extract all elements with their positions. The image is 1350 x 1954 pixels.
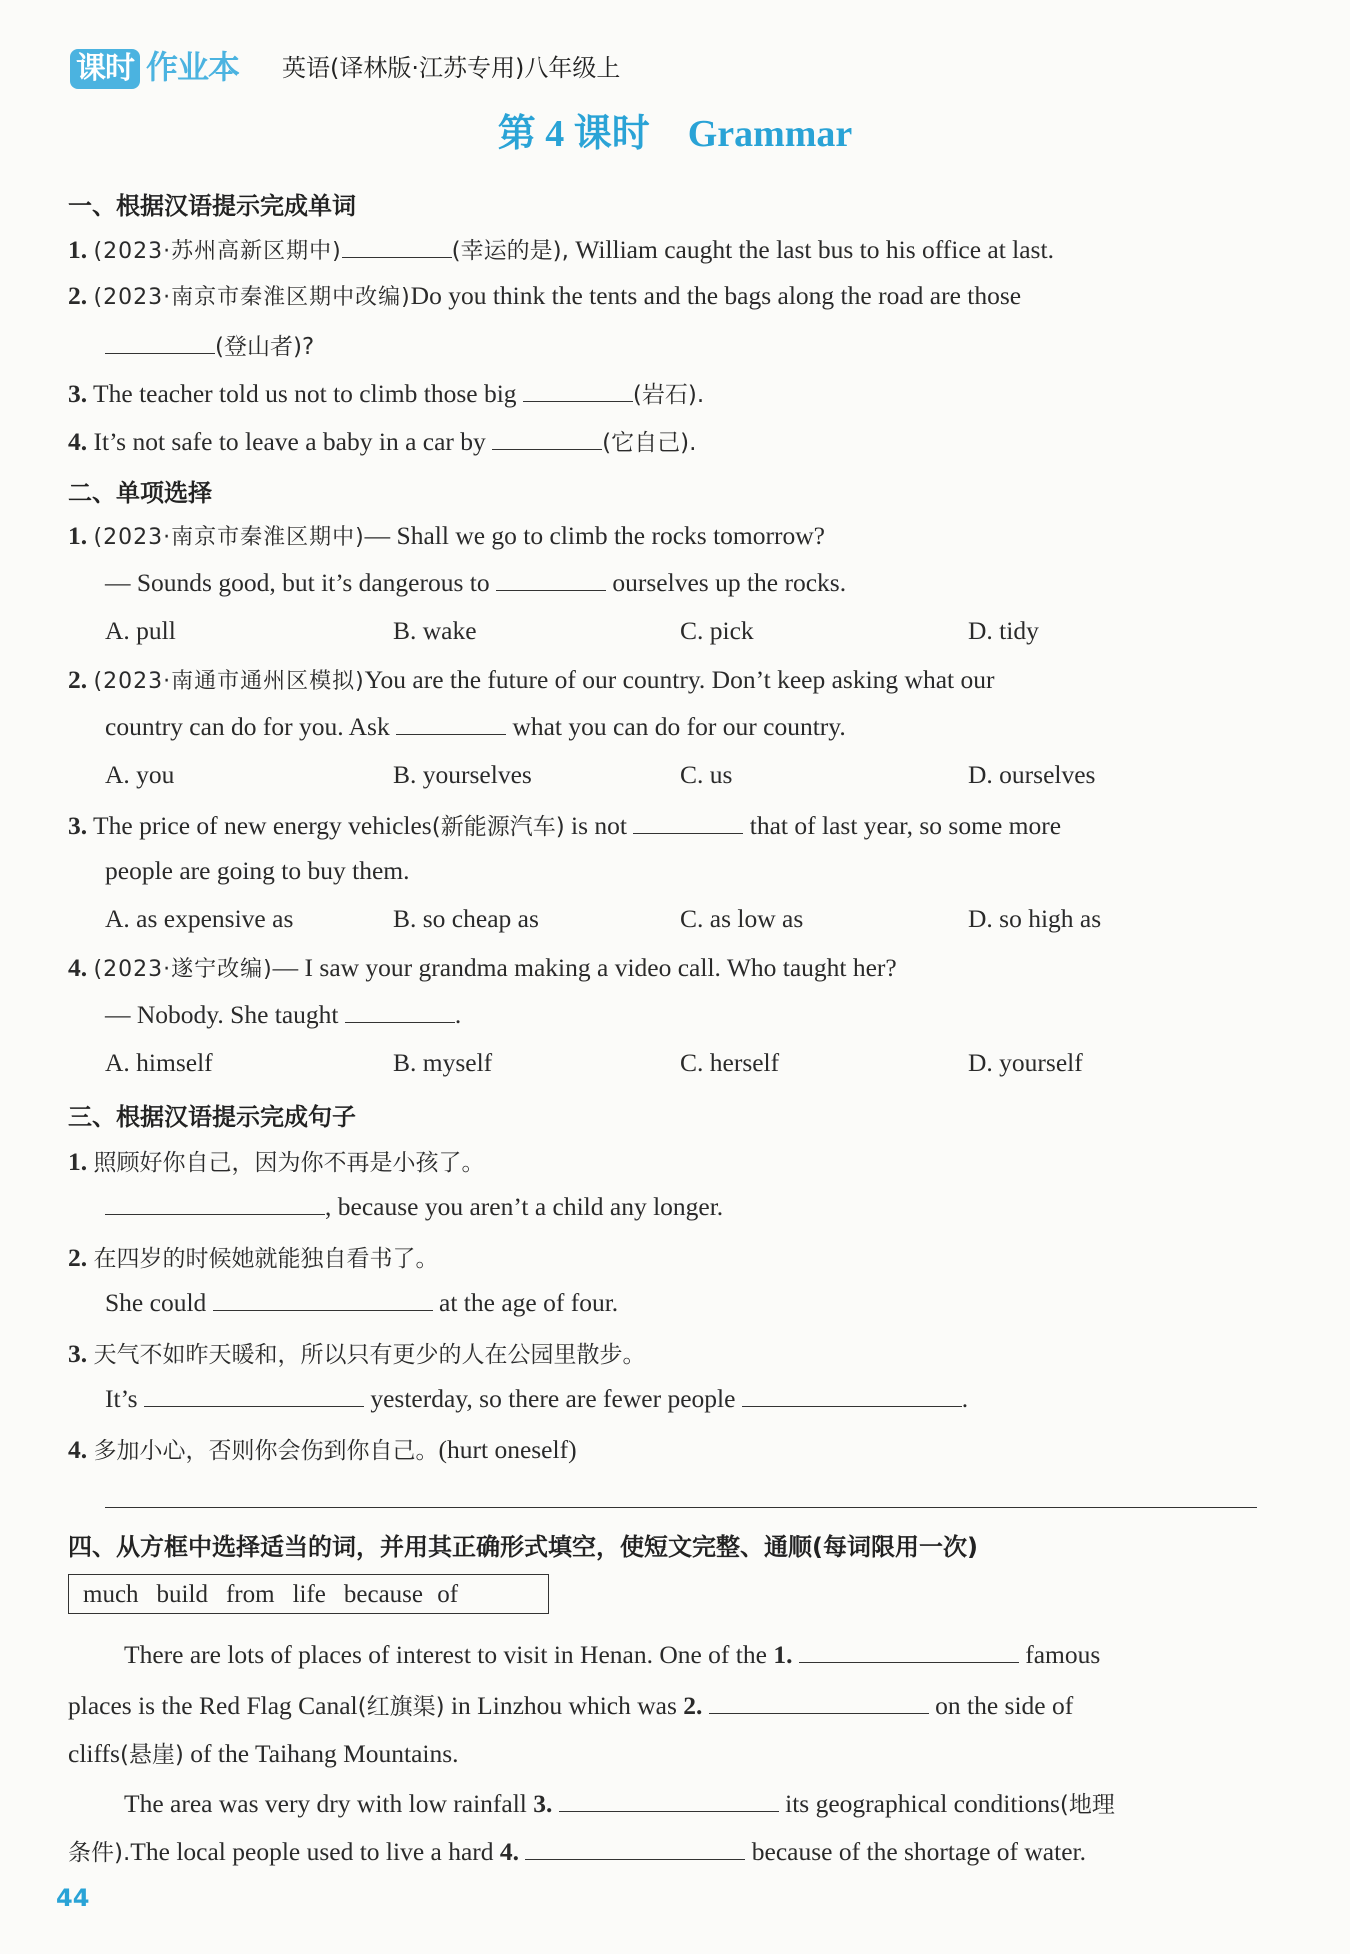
question-source: (2023·苏州高新区期中) (93, 239, 342, 264)
question-text: It’s not safe to leave a baby in a car by (93, 427, 486, 456)
question-text: She could (105, 1288, 207, 1317)
option-c[interactable]: C. herself (680, 1048, 780, 1077)
question-text: ourselves up the rocks. (612, 568, 847, 597)
answer-blank[interactable] (525, 1837, 745, 1860)
blank-number: 4. (499, 1837, 520, 1866)
answer-blank[interactable] (342, 235, 452, 258)
question-number: 1. (68, 235, 88, 264)
question-number: 2. (68, 281, 88, 310)
passage-text: The area was very dry with low rainfall (124, 1789, 527, 1818)
blank-number: 3. (533, 1789, 553, 1818)
question-number: 3. (68, 811, 88, 840)
question-line (68, 1336, 646, 1369)
chinese-hint: (登山者)? (215, 334, 315, 360)
brand-logo (70, 42, 240, 86)
option-c[interactable]: C. pick (680, 616, 754, 645)
question-number: 2. (68, 1243, 88, 1272)
question-number: 1. (68, 1147, 88, 1176)
question-text: yesterday, so there are fewer people (370, 1384, 736, 1413)
option-c[interactable]: C. us (680, 760, 733, 789)
word-item: much (83, 1581, 139, 1608)
section-heading: 四、从方框中选择适当的词，并用其正确形式填空，使短文完整、通顺(每词限用一次) (68, 1533, 978, 1561)
english-hint: (hurt oneself) (438, 1435, 577, 1464)
question-line (68, 280, 1021, 311)
passage-text: its geographical conditions (785, 1789, 1060, 1818)
question-line (105, 568, 846, 598)
word-item: life (292, 1581, 326, 1608)
passage-line (124, 1640, 1100, 1670)
question-line (68, 664, 994, 695)
question-line (68, 808, 1061, 841)
question-text: The price of new energy vehicles (93, 811, 432, 840)
blank-number: 2. (683, 1691, 703, 1720)
passage-text: on the side of (935, 1691, 1074, 1720)
answer-blank[interactable] (105, 331, 215, 354)
chinese-hint: (新能源汽车) (431, 814, 565, 840)
question-line (68, 424, 696, 457)
section-heading: 三、根据汉语提示完成句子 (68, 1103, 356, 1131)
section-heading: 二、单项选择 (68, 479, 212, 507)
question-source: (2023·南京市秦淮区期中改编) (93, 285, 411, 310)
question-line (105, 712, 846, 742)
question-text: It’s (105, 1384, 138, 1413)
question-text: — Shall we go to climb the rocks tomorrow? (364, 521, 825, 550)
option-a[interactable]: A. as expensive as (105, 904, 294, 933)
question-source: (2023·南京市秦淮区期中) (93, 525, 365, 550)
word-item: from (225, 1581, 275, 1608)
option-a[interactable]: A. himself (105, 1048, 213, 1077)
question-text: is not (571, 811, 628, 840)
question-text: at the age of four. (439, 1288, 619, 1317)
question-text: . (454, 1000, 462, 1029)
question-number: 1. (68, 521, 88, 550)
chinese-sentence: 天气不如昨天暖和，所以只有更少的人在公园里散步。 (93, 1342, 646, 1368)
word-item: build (156, 1581, 208, 1608)
passage-text: in Linzhou which was (450, 1691, 677, 1720)
passage-text: cliffs (68, 1739, 120, 1768)
question-text: — Nobody. She taught (105, 1000, 339, 1029)
answer-blank[interactable] (492, 427, 602, 450)
chinese-hint: (红旗渠) (357, 1694, 445, 1720)
option-b[interactable]: B. yourselves (393, 760, 532, 789)
question-source: (2023·遂宁改编) (93, 957, 273, 982)
logo-badge: 课时 (70, 49, 140, 89)
question-text: William caught the last bus to his office at last. (575, 235, 1054, 264)
question-line (68, 1432, 577, 1465)
answer-blank[interactable] (144, 1384, 364, 1407)
question-text: — Sounds good, but it’s dangerous to (105, 568, 490, 597)
answer-blank[interactable] (213, 1288, 433, 1311)
chinese-hint: (地理 (1059, 1792, 1115, 1818)
lesson-title: 第 4 课时 Grammar (497, 113, 853, 155)
question-number: 3. (68, 1339, 88, 1368)
question-line (105, 1000, 461, 1030)
option-c[interactable]: C. as low as (680, 904, 804, 933)
question-text: that of last year, so some more (749, 811, 1062, 840)
answer-blank[interactable] (742, 1384, 962, 1407)
option-b[interactable]: B. wake (393, 616, 477, 645)
passage-line (124, 1786, 1115, 1819)
question-text: — I saw your grandma making a video call. Who taught her? (272, 953, 897, 982)
option-a[interactable]: A. you (105, 760, 175, 789)
answer-blank[interactable] (799, 1640, 1019, 1663)
passage-text: There are lots of places of interest to visit in Henan. One of the (124, 1640, 767, 1669)
question-source: (2023·南通市通州区模拟) (93, 669, 365, 694)
option-d[interactable]: D. tidy (968, 616, 1039, 645)
section-heading: 一、根据汉语提示完成单词 (68, 192, 356, 220)
option-d[interactable]: D. ourselves (968, 760, 1096, 789)
passage-line (68, 1736, 459, 1769)
question-text: country can do for you. Ask (105, 712, 390, 741)
question-number: 4. (68, 427, 88, 456)
question-line (68, 1240, 439, 1273)
question-number: 2. (68, 665, 88, 694)
question-line (105, 1192, 723, 1222)
chinese-hint: (岩石). (632, 382, 705, 408)
question-line (68, 952, 897, 983)
subject-line: 英语(译林版·江苏专用)八年级上 (282, 54, 621, 82)
question-number: 4. (68, 1435, 88, 1464)
question-text: what you can do for our country. (512, 712, 846, 741)
question-line (105, 1288, 618, 1318)
chinese-hint: (悬崖) (119, 1742, 184, 1768)
answer-blank[interactable] (709, 1691, 929, 1714)
passage-line (68, 1688, 1073, 1721)
word-item: because of (343, 1581, 459, 1608)
blank-number: 1. (773, 1640, 793, 1669)
chinese-hint: (它自己). (602, 430, 697, 456)
chinese-sentence: 在四岁的时候她就能独自看书了。 (93, 1246, 439, 1272)
answer-blank[interactable] (633, 811, 743, 834)
question-number: 3. (68, 379, 88, 408)
passage-text: famous (1025, 1640, 1101, 1669)
word-box (68, 1574, 549, 1614)
chinese-hint: (幸运的是), (451, 238, 569, 264)
option-b[interactable]: B. so cheap as (393, 904, 539, 933)
question-line (68, 1144, 485, 1177)
chinese-hint: 条件). (68, 1840, 131, 1866)
question-text: . (961, 1384, 969, 1413)
question-line (105, 328, 314, 361)
option-d[interactable]: D. yourself (968, 1048, 1083, 1077)
chinese-sentence: 照顾好你自己，因为你不再是小孩了。 (93, 1150, 485, 1176)
question-line (68, 520, 825, 551)
question-line (68, 232, 1054, 265)
answer-blank[interactable] (559, 1789, 779, 1812)
question-line (68, 376, 704, 409)
option-a[interactable]: A. pull (105, 616, 176, 645)
answer-blank[interactable] (396, 712, 506, 735)
chinese-sentence: 多加小心，否则你会伤到你自己。 (93, 1438, 439, 1464)
passage-text: of the Taihang Mountains. (190, 1739, 459, 1768)
question-text: , because you aren’t a child any longer. (325, 1192, 724, 1221)
answer-blank[interactable] (496, 568, 606, 591)
question-text: The teacher told us not to climb those big (93, 379, 517, 408)
question-number: 4. (68, 953, 88, 982)
passage-text: because of the shortage of water. (751, 1837, 1086, 1866)
answer-line[interactable] (105, 1507, 1257, 1508)
logo-text: 作业本 (146, 48, 240, 86)
passage-text: The local people used to live a hard (130, 1837, 494, 1866)
passage-text: places is the Red Flag Canal (68, 1691, 358, 1720)
passage-line (68, 1834, 1086, 1867)
page-number: 44 (56, 1884, 90, 1912)
answer-blank[interactable] (523, 379, 633, 402)
answer-blank[interactable] (345, 1000, 455, 1023)
question-line (105, 1384, 968, 1414)
question-text: people are going to buy them. (105, 856, 410, 885)
answer-blank[interactable] (105, 1192, 325, 1215)
question-text: Do you think the tents and the bags along the road are those (410, 281, 1022, 310)
option-d[interactable]: D. so high as (968, 904, 1102, 933)
question-text: You are the future of our country. Don’t keep asking what our (364, 665, 995, 694)
option-b[interactable]: B. myself (393, 1048, 493, 1077)
